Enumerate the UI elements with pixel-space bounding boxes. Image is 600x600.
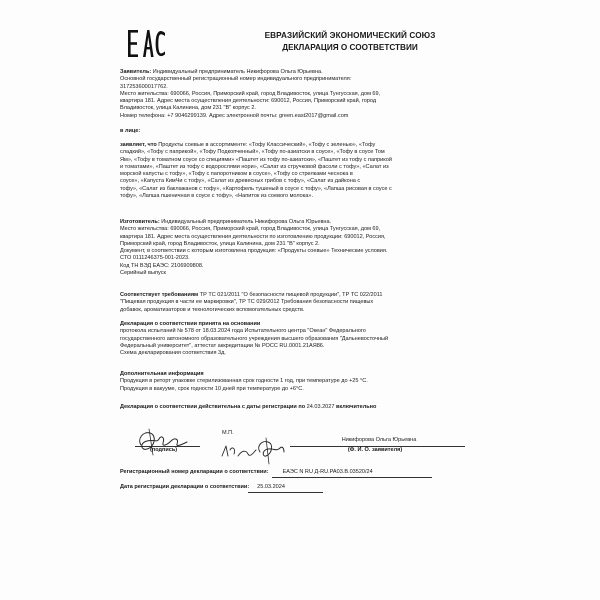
handwritten-copy-note [218,436,288,466]
basis-line: Схема декларирования соответствия 3д. [120,350,226,357]
declares-line: морской капусты с тофу», «Тофу с папоротником в соусе», «Тофу со стрелками чеснока в [120,171,353,178]
declares-label: заявляет, что [120,142,157,148]
declares-line: сладкий», «Тофу с паприкой», «Тофу Подкопченный», «Тофу по-азиатски в соусе», «Тофу в соусе Том [120,149,385,156]
manufacturer-line: Индивидуальный предприниматель Никифорова Ольга Юрьевна. [159,219,332,225]
basis-line: государственного автономного образовательного учреждения высшего образования "Дальневосточный [120,335,389,342]
registration-number-value: ЕАЭС N RU Д-RU.PA03.B.03520/24 [282,469,373,475]
declares-line: тофу», «Салат из баклажанов с тофу», «Картофель тушеный в соусе с тофу», «Лапша рисовая в соусе с [120,185,392,192]
basis-block [120,321,490,357]
manufacturer-line: Код ТН ВЭД ЕАЭС: 2106909808. [120,262,204,269]
manufacturer-line: СТО 0111246375-001-2023. [120,255,190,262]
manufacturer-line: Документ, в соответствии с которым изготовлена продукция: «Продукты соевые» Технические условия. [120,248,388,255]
registration-date-value: 25.03.2024 [257,484,285,490]
additional-line: Продукция в вакууме, срок годности 10 дней при температуре до +6°С. [120,385,304,392]
applicant-full-name: Никифорова Ольга Юрьевна [341,437,417,443]
basis-line: Федеральный университет", аттестат аккредитации № РОСС RU.0001.21АЯ86. [120,342,325,349]
registration-date-label: Дата регистрации декларации о соответствии: [120,484,250,490]
registration-number-row [120,469,520,476]
applicant-line: Место жительства: 690066, Россия, Приморский край, город Владивосток, улица Тунгусская, дом 69, [120,90,381,97]
signature-caption: (подпись) [150,447,178,453]
applicant-line: Основной государственный регистрационный номер индивидуального предпринимателя: [120,76,352,83]
applicant-line: 317253600017762. [120,83,168,90]
applicant-line: квартира 181. Адрес места осуществления деятельности: 690012, Россия, Приморский край, город [120,98,377,105]
applicant-name: Индивидуальный предприниматель Никифорова Ольга Юрьевна. [151,69,323,75]
manufacturer-line: квартира 181. Адрес места осуществления деятельности по изготовлению продукции: 690012, Россия, [120,233,386,240]
manufacturer-block [120,219,490,277]
additional-label: Дополнительная информация [120,371,204,377]
basis-line: протокола испытаний № 578 от 18.03.2024 года Испытательного центра "Океан" Федерального [120,328,366,335]
validity-date: 24.03.2027 [305,404,336,410]
registration-number-label: Регистрационный номер декларации о соответствии: [120,469,269,475]
declares-block [120,142,490,200]
requirements-line: добавок, ароматизаторов и технологических вспомогательных средств. [120,306,305,313]
validity-suffix: включительно [335,404,377,410]
stamp-place-label: М.П. [222,430,234,436]
declares-line: Продукты соевые в ассортименте: «Тофу Классический», «Тофу с зеленью», «Тофу [156,142,376,148]
applicant-contacts: Номер телефона: +7 9046299139. Адрес электронной почты: green.east2017@gmail.com [120,112,349,119]
requirements-line: "Пищевая продукция в части ее маркировки", ТР ТС 029/2012 Требования безопасности пищевых [120,299,374,306]
applicant-label: Заявитель: [120,69,152,75]
manufacturer-line: Место жительства: 690066, Россия, Приморский край, город Владивосток, улица Тунгусская, дом 69, [120,226,381,233]
validity-line [120,404,490,411]
registration-date-row [120,484,520,491]
applicant-block [120,69,490,120]
manufacturer-line: Приморский край, город Владивосток, улица Калинина, дом 231 "В" корпус 2. [120,240,320,247]
eac-logo [128,29,166,59]
declares-line: и томатами», «Паштет из тофу с водорослями нори», «Салат из стручковой фасоли с тофу», «Салат из [120,163,389,170]
requirements-block [120,292,490,314]
union-title: ЕВРАЗИЙСКИЙ ЭКОНОМИЧЕСКИЙ СОЮЗ [264,31,436,40]
declares-line: тофу», «Лапша пшеничная в соусе с тофу», «Напиток из соевого молока». [120,193,313,200]
basis-label: Декларация о соответствии принята на основании [120,321,261,327]
declares-line: соусе», «Капуста КимЧи с тофу», «Салат из древесных грибов с тофу», «Салат из дайкона с [120,178,361,185]
requirements-line: ТР ТС 021/2011 "О безопасности пищевой продукции", ТР ТС 022/2011 [198,292,383,298]
manufacturer-label: Изготовитель: [120,219,160,225]
in-person-label: в лице: [120,128,141,134]
validity-label: Декларация о соответствии действительна с даты регистрации по [120,404,306,410]
manufacturer-line: Серийный выпуск [120,270,166,277]
name-caption: (Ф. И. О. заявителя) [347,447,403,453]
applicant-line: Владивосток, улица Калинина, дом 231 "В" корпус 2. [120,105,256,112]
applicant-signature [135,427,195,459]
registration-date-underline [248,492,323,493]
additional-block [120,371,490,393]
additional-line: Продукция в реторт упаковке стерилизованная срок годности 1 год, при температуре до +25 °С. [120,378,368,385]
registration-number-underline [272,477,432,478]
requirements-label: Соответствует требованиям [120,292,199,298]
declares-line: Ям», «Тофу в томатном соусе со специями» «Паштет из тофу по-азиатски», «Паштет из тофу с паприкой [120,156,392,163]
document-title: ДЕКЛАРАЦИЯ О СООТВЕТСТВИИ [282,43,418,52]
